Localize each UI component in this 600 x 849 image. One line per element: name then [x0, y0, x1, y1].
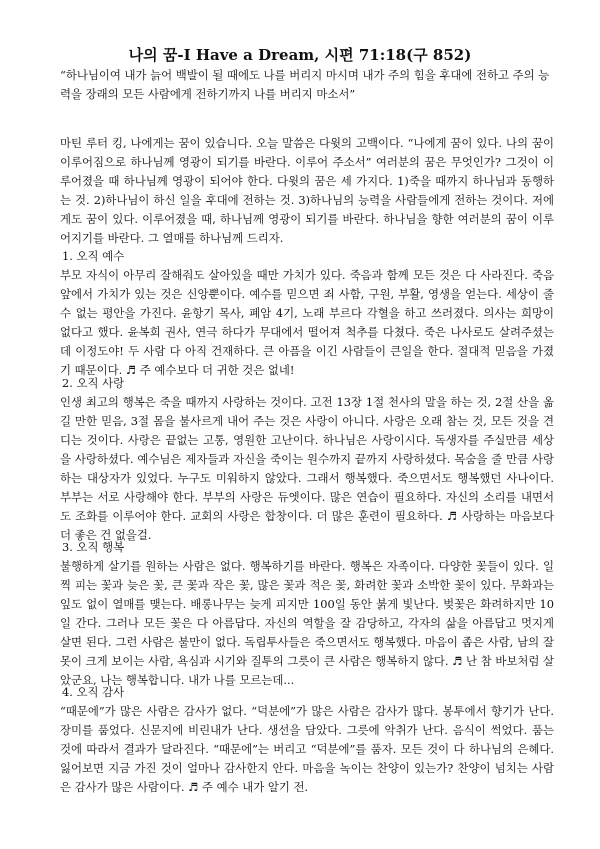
section-only-love [60, 374, 554, 545]
section-only-gratitude [60, 683, 554, 797]
section-only-happiness [60, 538, 554, 690]
section-heading: 1. 오직 예수 [62, 249, 125, 263]
intro-paragraph: 마틴 루터 킹, 나에게는 꿈이 있습니다. 오늘 말씀은 다윗의 고백이다. “나에게 꿈이 있다. 나의 꿈이 이루어짐으로 하나님께 영광이 되기를 바란다. 이루어 주소서” 여러분의 꿈은 무엇인가? 그것이 이루어졌을 때 하나님께 영광이 되어야 한다. 다윗의 꿈은 세 가지다. 1)죽을 때까지 하나님과 동행하는 것. 2)하나님이 하신 일을 후대에 전하는 것. 3)하나님의 능력을 사람들에게 전하는 것이다. 저에게도 꿈이 있다. 이루어졌을 때, 하나님께 영광이 되기를 바란다. 하나님을 향한 여러분의 꿈이 이루어지기를 바란다. 그 열매를 하나님께 드리자. [60, 136, 554, 245]
section-body: “때문에”가 많은 사람은 감사가 없다. “덕분에”가 많은 사람은 감사가 많다. 봉투에서 향기가 난다. 장미를 품었다. 신문지에 비린내가 난다. 생선을 담았다. 그릇에 악취가 난다. 음식이 썩었다. 품는 것에 따라서 결과가 달라진다. “때문에”는 버리고 “덕분에”를 품자. 모든 것이 다 하나님의 은혜다. 잃어보면 지금 가진 것이 얼마나 감사한지 안다. 마음을 녹이는 찬양이 있는가? 찬양이 넘치는 사람은 감사가 많은 사람이다. ♬ 주 예수 내가 알기 전. [60, 704, 554, 794]
scripture-verse: “하나님이여 내가 늙어 백발이 될 때에도 나를 버리지 마시며 내가 주의 힘을 후대에 전하고 주의 능력을 장래의 모든 사람에게 전하기까지 나를 버리지 마소서” [60, 68, 550, 101]
section-heading: 2. 오직 사랑 [62, 376, 125, 390]
page-title: 나의 꿈-I Have a Dream, 시편 71:18(구 852) [128, 46, 472, 64]
section-heading: 4. 오직 감사 [62, 685, 125, 699]
section-body: 부모 자식이 아무리 잘해줘도 살아있을 때만 가치가 있다. 죽음과 함께 모든 것은 다 사라진다. 죽음 앞에서 가치가 있는 것은 신앙뿐이다. 예수를 믿으면 죄 사함, 구원, 부활, 영생을 얻는다. 세상이 줄 수 없는 평안을 가진다. 윤항기 목사, 폐암 4기, 노래 부르다 각혈을 하고 쓰러졌다. 의사는 희망이 없다고 했다. 윤복희 권사, 연극 하다가 무대에서 떨어져 척추를 다쳤다. 죽은 나사로도 살려주셨는데 이정도야! 두 사람 다 아직 건재하다. 큰 아픔을 이긴 사람들이 큰일을 한다. 절대적 믿음을 가졌기 때문이다. ♬ 주 예수보다 더 귀한 것은 없네! [60, 268, 554, 377]
section-only-jesus [60, 247, 554, 380]
section-body: 불행하게 살기를 원하는 사람은 없다. 행복하기를 바란다. 행복은 자족이다. 다양한 꽃들이 있다. 일찍 피는 꽃과 늦은 꽃, 큰 꽃과 작은 꽃, 많은 꽃과 적은 꽃, 화려한 꽃과 소박한 꽃이 있다. 무화과는 잎도 없이 열매를 맺는다. 배롱나무는 늦게 피지만 100일 동안 붉게 빛난다. 벚꽃은 화려하지만 10일 간다. 그러나 모든 꽃은 다 아름답다. 자신의 역할을 잘 감당하고, 각자의 삶을 아름답고 멋지게 살면 된다. 그런 사람은 불만이 없다. 독립투사들은 죽으면서도 행복했다. 마음이 좁은 사람, 남의 잘못이 크게 보이는 사람, 욕심과 시기와 질투의 그릇이 큰 사람은 행복하지 않다. ♬ 난 참 바보처럼 살았군요, 나는 행복합니다. 내가 나를 모르는데... [60, 559, 554, 687]
section-body: 인생 최고의 행복은 죽을 때까지 사랑하는 것이다. 고전 13장 1절 천사의 말을 하는 것, 2절 산을 옮길 만한 믿음, 3절 몸을 불사르게 내어 주는 것은 사랑이 아니다. 사랑은 오래 참는 것, 모든 것을 견디는 것이다. 사랑은 끝없는 고통, 영원한 고난이다. 하나님은 사랑이시다. 독생자를 주실만큼 세상을 사랑하셨다. 예수님은 제자들과 자신을 죽이는 원수까지 끝까지 사랑하셨다. 목숨을 줄 만큼 사랑하는 대상자가 있었다. 누구도 미워하지 않았다. 그래서 행복했다. 죽으면서도 행복했던 사나이다. 부부는 서로 사랑해야 한다. 부부의 사랑은 듀엣이다. 많은 연습이 필요하다. 자신의 소리를 내면서도 조화를 이루어야 한다. 교회의 사랑은 합창이다. 더 많은 훈련이 필요하다. ♬ 사랑하는 마음보다 더 좋은 건 없을걸. [60, 395, 554, 542]
section-heading: 3. 오직 행복 [62, 540, 125, 554]
